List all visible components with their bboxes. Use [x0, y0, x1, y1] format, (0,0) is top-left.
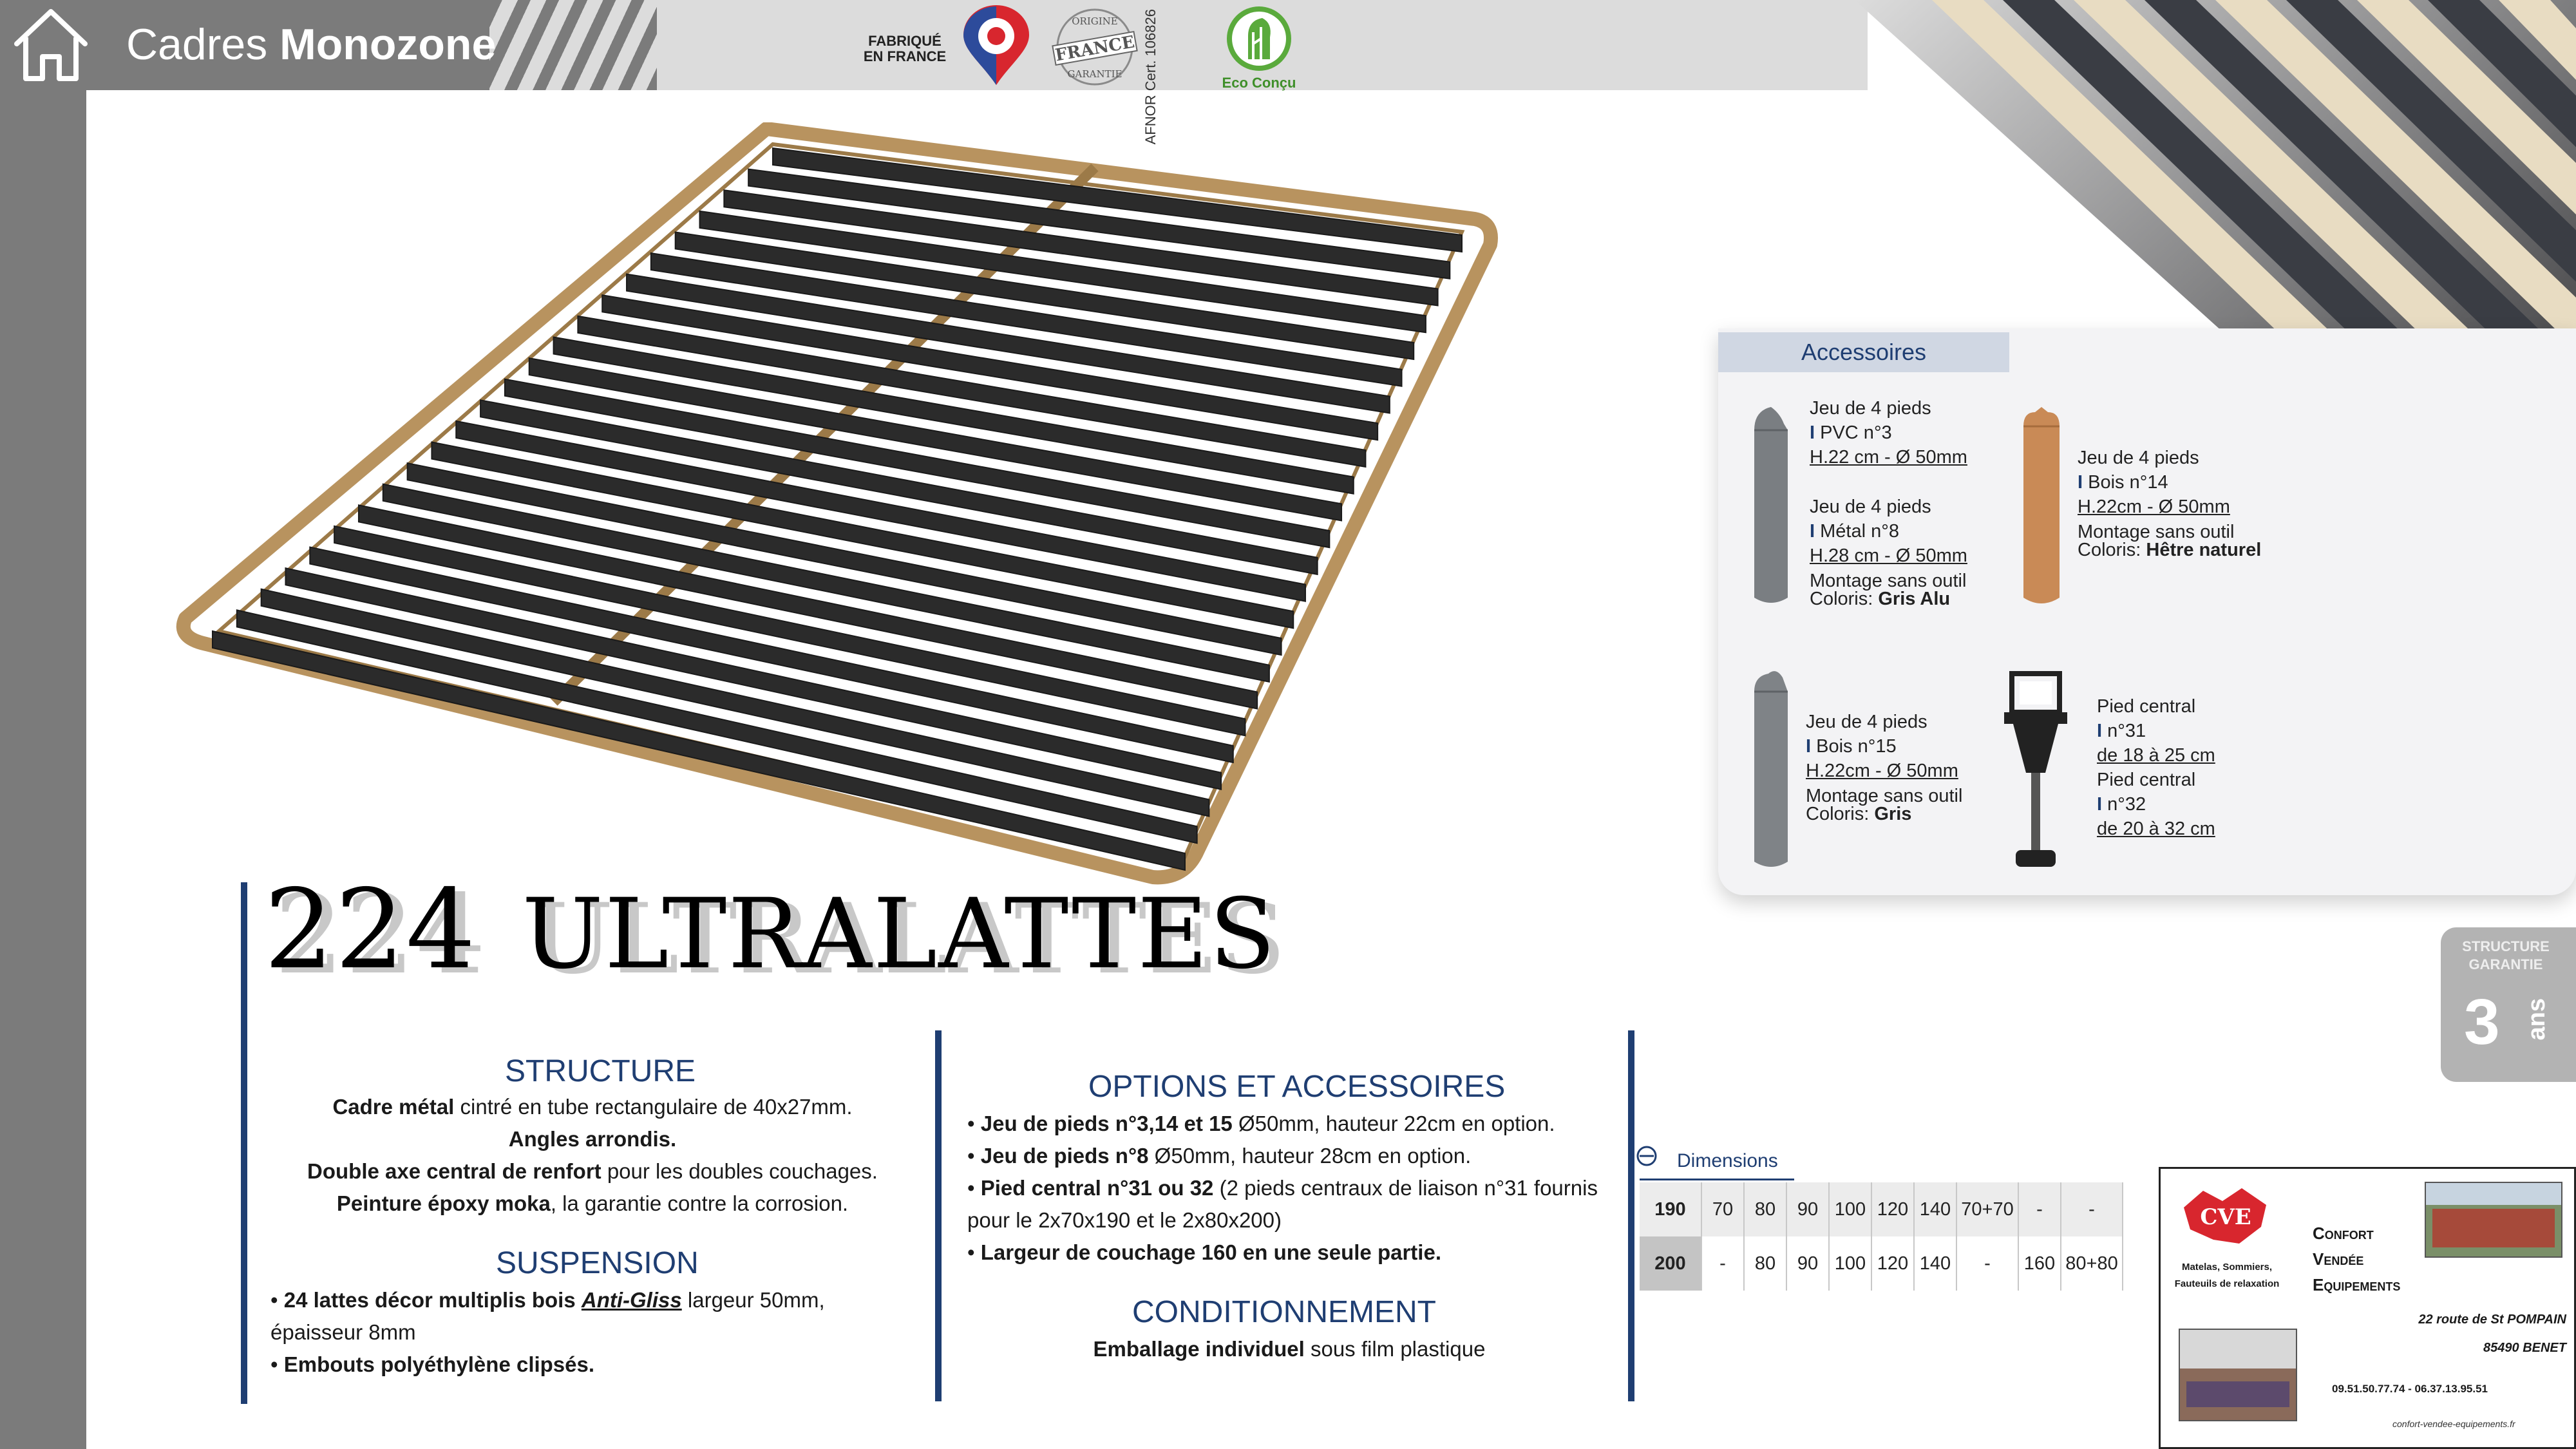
dealer-email: confort-vendee-equipements.fr — [2392, 1419, 2515, 1429]
column-divider-1 — [935, 1030, 942, 1401]
conditionnement-heading: CONDITIONNEMENT — [1132, 1295, 1436, 1329]
origine-bottom-text: GARANTIE — [1067, 68, 1122, 80]
bois14-mount: Montage sans outil — [2078, 522, 2235, 542]
warranty-line2: GARANTIE — [2468, 956, 2543, 972]
structure-l2-bold: Angles arrondis. — [508, 1127, 677, 1151]
pvc-leg-text: Jeu de 4 pieds I PVC n°3 H.22 cm - Ø 50mm — [1810, 396, 1967, 469]
metal-leg-text: Jeu de 4 pieds I Métal n°8 H.28 cm - Ø 50mm Montage sans outil Coloris: Gris Alu — [1810, 495, 1967, 608]
suspension-b1-em: Anti-Gliss — [581, 1288, 682, 1312]
slats-group — [213, 148, 1462, 870]
dealer-address — [2373, 1305, 2566, 1362]
afnor-cert-label: AFNOR Cert. 106826 — [1142, 9, 1159, 145]
bois14-leg-icon — [2016, 407, 2067, 613]
options-o1-bold: Jeu de pieds n°3,14 et 15 — [980, 1112, 1233, 1135]
width-cell: 120 — [1871, 1182, 1914, 1236]
pvc-dims: H.22 cm - Ø 50mm — [1810, 447, 1967, 468]
dealer-name — [2313, 1220, 2400, 1298]
row-length: 200 — [1640, 1236, 1701, 1291]
width-cell: - — [1701, 1236, 1744, 1291]
dimensions-row-190 — [1640, 1182, 2123, 1236]
width-cell: - — [2018, 1182, 2061, 1236]
options-o2-bold: Jeu de pieds n°8 — [980, 1144, 1149, 1168]
pvc-kit: Jeu de 4 pieds — [1810, 398, 1931, 419]
width-cell: 80 — [1744, 1236, 1786, 1291]
dimensions-icon — [1636, 1145, 1658, 1167]
metal-kit: Jeu de 4 pieds — [1810, 497, 1931, 517]
width-cell: 90 — [1786, 1182, 1829, 1236]
suspension-b2-bold: Embouts polyéthylène clipsés. — [283, 1352, 595, 1376]
origine-mid-text: FRANCE — [1054, 32, 1137, 66]
central-leg-text: Pied central I n°31 de 18 à 25 cm Pied central I n°32 de 20 à 32 cm — [2097, 694, 2215, 841]
width-cell: 120 — [1871, 1236, 1914, 1291]
pvc-leg-icon — [1745, 404, 1797, 611]
bois15-color-label: Coloris: — [1806, 804, 1870, 824]
warranty-line1: STRUCTURE — [2462, 938, 2550, 954]
width-cell: 70 — [1701, 1182, 1744, 1236]
bois15-mount: Montage sans outil — [1806, 786, 1963, 806]
bois15-leg-icon — [1745, 668, 1797, 875]
page-title — [126, 19, 496, 70]
dealer-tagline-1: Matelas, Sommiers, — [2181, 1262, 2273, 1273]
title-accent-bar — [241, 882, 247, 1404]
showroom-photo — [2179, 1329, 2297, 1421]
width-cell: 140 — [1914, 1236, 1956, 1291]
width-cell: 70+70 — [1956, 1182, 2018, 1236]
bois15-color: Gris — [1874, 804, 1912, 824]
accessories-title: Accessoires — [1718, 332, 2009, 372]
row-length: 190 — [1640, 1182, 1701, 1236]
options-o3-bold: Pied central n°31 ou 32 — [980, 1176, 1214, 1200]
product-number: 224 — [264, 866, 477, 994]
options-o1-rest: Ø50mm, hauteur 22cm en option. — [1232, 1112, 1555, 1135]
conditionnement-bold: Emballage individuel — [1093, 1337, 1305, 1361]
left-rail — [0, 90, 86, 1449]
column-divider-2 — [1628, 1030, 1634, 1401]
store-front-photo — [2425, 1182, 2562, 1258]
structure-l1-bold: Cadre métal — [332, 1095, 455, 1119]
dealer-address-1: 22 route de St POMPAIN — [2418, 1312, 2566, 1327]
dimensions-label: Dimensions — [1677, 1150, 1778, 1171]
width-cell: 140 — [1914, 1182, 1956, 1236]
dealer-phones: 09.51.50.77.74 - 06.37.13.95.51 — [2332, 1383, 2488, 1395]
metal-dims: H.28 cm - Ø 50mm — [1810, 545, 1967, 566]
width-cell: 100 — [1829, 1236, 1871, 1291]
metal-color-label: Coloris: — [1810, 589, 1873, 609]
dealer-name-3: Equipements — [2313, 1275, 2401, 1294]
dealer-address-2: 85490 BENET — [2483, 1341, 2566, 1355]
warranty-years: 3 — [2464, 986, 2500, 1058]
bois14-leg-text: Jeu de 4 pieds I Bois n°14 H.22cm - Ø 50mm Montage sans outil Coloris: Hêtre naturel — [2078, 446, 2261, 559]
cve-map-logo — [2177, 1182, 2274, 1253]
structure-l3-rest: pour les doubles couchages. — [601, 1159, 878, 1183]
dealer-card — [2159, 1167, 2576, 1449]
france-pin-icon — [954, 5, 1038, 89]
central32-kit: Pied central — [2097, 770, 2196, 790]
bois14-dims: H.22cm - Ø 50mm — [2078, 497, 2230, 517]
bois15-leg-text: Jeu de 4 pieds I Bois n°15 H.22cm - Ø 50mm Montage sans outil Coloris: Gris — [1806, 710, 1962, 823]
width-cell: - — [2061, 1182, 2123, 1236]
metal-name: Métal n°8 — [1820, 521, 1899, 542]
page-title-light: Cadres — [126, 20, 268, 69]
structure-l3-bold: Double axe central de renfort — [307, 1159, 601, 1183]
suspension-heading: SUSPENSION — [496, 1246, 699, 1280]
metal-color: Gris Alu — [1878, 589, 1951, 609]
central31-dims: de 18 à 25 cm — [2097, 745, 2215, 766]
eco-concu-badge — [1211, 4, 1307, 91]
bois14-name: Bois n°14 — [2088, 472, 2168, 493]
width-cell: 160 — [2018, 1236, 2061, 1291]
bois15-name: Bois n°15 — [1816, 736, 1897, 757]
dealer-name-2: Vendée — [2313, 1249, 2364, 1269]
banner-stripes — [489, 0, 657, 90]
structure-heading: STRUCTURE — [505, 1054, 696, 1088]
bois15-dims: H.22cm - Ø 50mm — [1806, 761, 1958, 781]
structure-body — [270, 1091, 914, 1220]
width-cell: 80+80 — [2061, 1236, 2123, 1291]
width-cell: 90 — [1786, 1236, 1829, 1291]
central31-name: n°31 — [2107, 721, 2146, 741]
structure-l4-bold: Peinture époxy moka — [336, 1191, 551, 1215]
options-o2-rest: Ø50mm, hauteur 28cm en option. — [1148, 1144, 1472, 1168]
options-heading: OPTIONS ET ACCESSOIRES — [1088, 1070, 1506, 1104]
dealer-tagline — [2172, 1259, 2282, 1293]
dimensions-table — [1640, 1182, 2123, 1291]
conditionnement-rest: sous film plastique — [1304, 1337, 1486, 1361]
bois15-kit: Jeu de 4 pieds — [1806, 712, 1927, 732]
dealer-name-1: Confort — [2313, 1224, 2374, 1243]
origine-top-text: ORIGINE — [1072, 15, 1118, 27]
width-cell: 80 — [1744, 1182, 1786, 1236]
page-title-bold: Monozone — [279, 20, 497, 69]
options-body: • Jeu de pieds n°3,14 et 15 Ø50mm, hauteur 22cm en option. • Jeu de pieds n°8 Ø50mm, hauteur 28cm en option. • Pied central n°31 ou 32 (2 pieds centraux de liaison n°31 fournis pour le 2x70x190 et le 2x80x200) • Largeur de couchage 160 en une seule partie. — [967, 1112, 1598, 1264]
bois14-color-label: Coloris: — [2078, 540, 2141, 560]
bois14-color: Hêtre naturel — [2146, 540, 2262, 560]
dimensions-underline — [1640, 1179, 1794, 1180]
eco-concu-label: Eco Conçu — [1222, 75, 1296, 91]
origine-france-garantie-seal — [1050, 5, 1140, 89]
home-icon[interactable] — [9, 5, 93, 85]
slatted-bed-frame-image — [167, 122, 1507, 908]
pvc-name: PVC n°3 — [1820, 422, 1892, 443]
bois14-kit: Jeu de 4 pieds — [2078, 448, 2199, 468]
width-cell: 100 — [1829, 1182, 1871, 1236]
suspension-b1-rest: largeur 50mm, épaisseur 8mm — [270, 1288, 825, 1344]
width-cell: - — [1956, 1236, 2018, 1291]
fabrique-en-france-badge — [863, 33, 947, 64]
conditionnement-body — [967, 1333, 1611, 1365]
options-o4-bold: Largeur de couchage 160 en une seule partie. — [980, 1240, 1441, 1264]
suspension-b1-bold: 24 lattes décor multiplis bois — [283, 1288, 582, 1312]
suspension-body: • 24 lattes décor multiplis bois Anti-Gliss largeur 50mm, épaisseur 8mm • Embouts polyéthylène clipsés. — [270, 1288, 825, 1376]
metal-mount: Montage sans outil — [1810, 571, 1967, 591]
dealer-tagline-2: Fauteuils de relaxation — [2174, 1278, 2280, 1289]
structure-l4-rest: , la garantie contre la corrosion. — [550, 1191, 849, 1215]
warranty-unit: ans — [2523, 998, 2550, 1041]
fabrique-label: FABRIQUÉ EN FRANCE — [863, 33, 947, 64]
product-title — [264, 866, 1276, 994]
dimensions-row-200 — [1640, 1236, 2123, 1291]
central32-dims: de 20 à 32 cm — [2097, 819, 2215, 839]
central-leg-icon — [2000, 670, 2071, 876]
structure-l1-rest: cintré en tube rectangulaire de 40x27mm. — [454, 1095, 853, 1119]
options-o3-rest: (2 pieds centraux de liaison n°31 fournis pour le 2x70x190 et le 2x80x200) — [967, 1176, 1598, 1232]
cve-logo-text: CVE — [2200, 1204, 2251, 1230]
product-name: ULTRALATTES — [522, 878, 1277, 990]
central32-name: n°32 — [2107, 794, 2146, 815]
warranty-text — [2458, 938, 2554, 974]
central31-kit: Pied central — [2097, 696, 2196, 717]
